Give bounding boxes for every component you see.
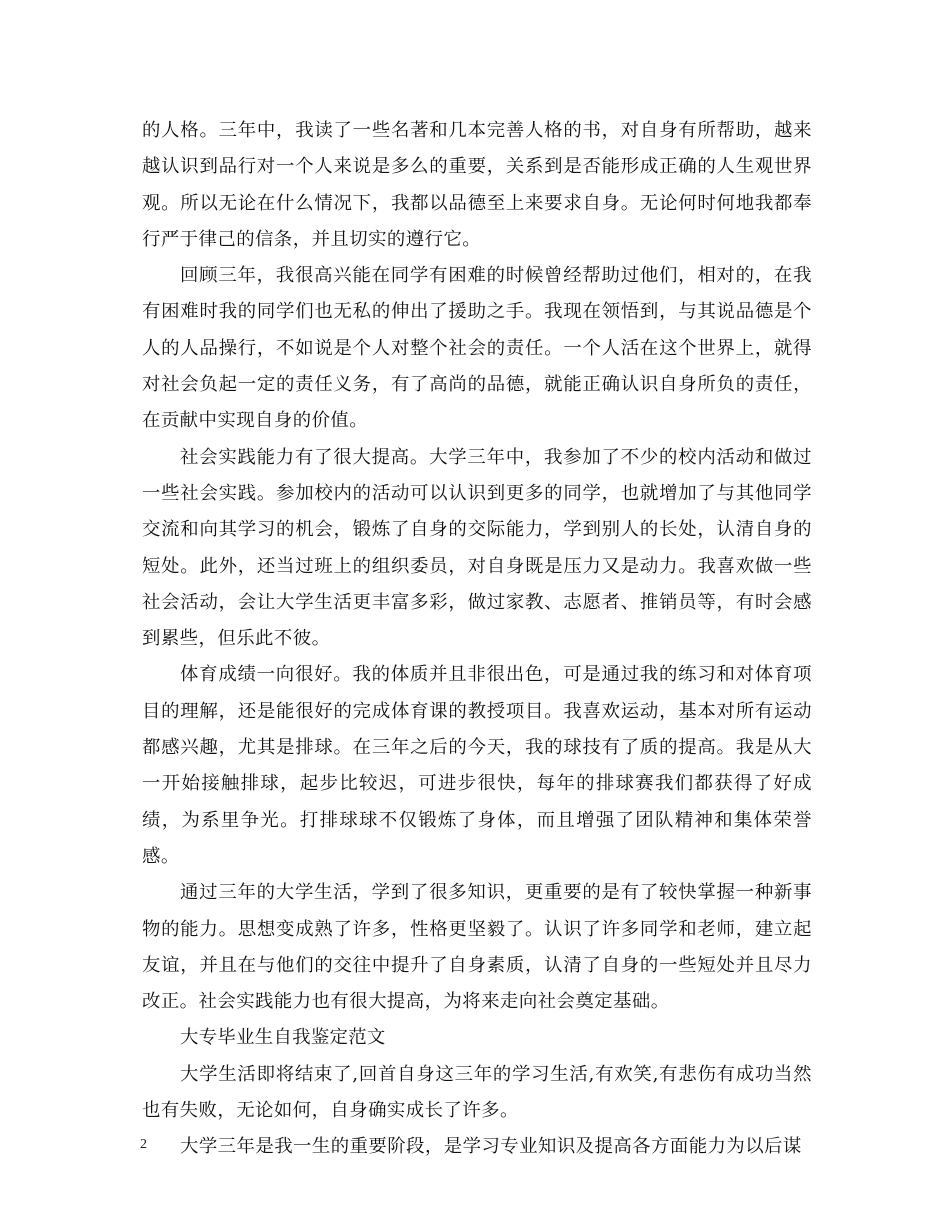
paragraph-helping-classmates: 回顾三年，我很高兴能在同学有困难的时候曾经帮助过他们，相对的，在我有困难时我的同学们也无私的伸出了援助之手。我现在领悟到，与其说品德是个人的人品操行，不如说是个人对整个社会的责任。一个人活在这个世界上，就得对社会负起一定的责任义务，有了高尚的品德，就能正确认识自身所负的责任，在贡献中实现自身的价值。	[142, 265, 812, 432]
paragraph-sports: 体育成绩一向很好。我的体质并且非很出色，可是通过我的练习和对体育项目的理解，还是能很好的完成体育课的教授项目。我喜欢运动，基本对所有运动都感兴趣，尤其是排球。在三年之后的今天，我的球技有了质的提高。我是从大一开始接触排球，起步比较迟，可进步很快，每年的排球赛我们都获得了好成绩，为系里争光。打排球球不仅锻炼了身体，而且增强了团队精神和集体荣誉感。	[142, 664, 812, 867]
document-body	[142, 113, 812, 1166]
paragraph-social-practice: 社会实践能力有了很大提高。大学三年中，我参加了不少的校内活动和做过一些社会实践。参加校内的活动可以认识到更多的同学，也就增加了与其他同学交流和向其学习的机会，锻炼了自身的交际能力，学到别人的长处，认清自身的短处。此外，还当过班上的组织委员，对自身既是压力又是动力。我喜欢做一些社会活动，会让大学生活更丰富多彩，做过家教、志愿者、推销员等，有时会感到累些，但乐此不彼。	[142, 446, 812, 650]
section-title: 大专毕业生自我鉴定范文	[180, 1027, 386, 1049]
paragraph-college-life-ending: 大学生活即将结束了,回首自身这三年的学习生活,有欢笑,有悲伤有成功当然也有失败，无论如何，自身确实成长了许多。	[142, 1063, 812, 1122]
page-number: 2	[140, 1137, 147, 1152]
paragraph-important-stage: 大学三年是我一生的重要阶段，是学习专业知识及提高各方面能力为以后谋	[180, 1136, 802, 1158]
paragraph-summary: 通过三年的大学生活，学到了很多知识，更重要的是有了较快掌握一种新事物的能力。思想变成熟了许多，性格更坚毅了。认识了许多同学和老师，建立起友谊，并且在与他们的交往中提升了自身素质，认清了自身的一些短处并且尽力改正。社会实践能力也有很大提高，为将来走向社会奠定基础。	[142, 882, 812, 1013]
paragraph-character: 的人格。三年中，我读了一些名著和几本完善人格的书，对自身有所帮助，越来越认识到品行对一个人来说是多么的重要，关系到是否能形成正确的人生观世界观。所以无论在什么情况下，我都以品德至上来要求自身。无论何时何地我都奉行严于律己的信条，并且切实的遵行它。	[142, 120, 812, 250]
